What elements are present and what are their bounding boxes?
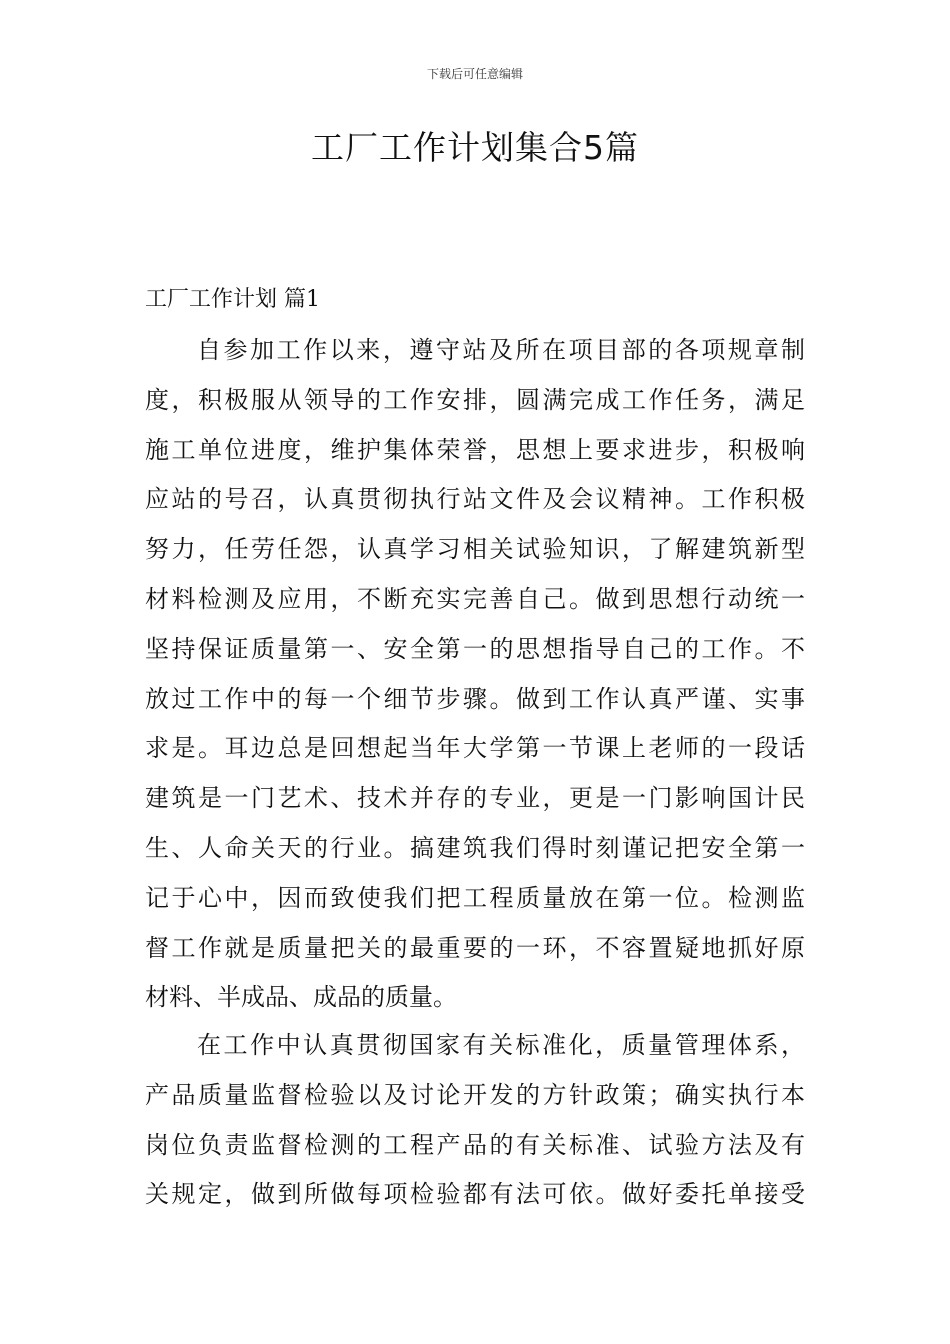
section-heading: 工厂工作计划 篇1 <box>145 287 320 312</box>
paragraph-line: 岗位负责监督检测的工程产品的有关标准、试验方法及有 <box>145 1130 805 1159</box>
paragraph-line: 材料检测及应用，不断充实完善自己。做到思想行动统一 <box>145 584 805 613</box>
paragraph-line: 材料、半成品、成品的质量。 <box>145 983 457 1012</box>
paragraph-line: 生、人命关天的行业。搞建筑我们得时刻谨记把安全第一 <box>145 833 805 862</box>
paragraph-line: 产品质量监督检验以及讨论开发的方针政策；确实执行本 <box>145 1080 805 1109</box>
paragraph-line: 应站的号召，认真贯彻执行站文件及会议精神。工作积极 <box>145 485 805 514</box>
paragraph-line: 督工作就是质量把关的最重要的一环，不容置疑地抓好原 <box>145 933 805 962</box>
paragraph-line: 关规定，做到所做每项检验都有法可依。做好委托单接受 <box>145 1180 805 1209</box>
paragraph-line: 建筑是一门艺术、技术并存的专业，更是一门影响国计民 <box>145 784 805 813</box>
paragraph-line: 努力，任劳任怨，认真学习相关试验知识，了解建筑新型 <box>145 535 805 564</box>
paragraph-line: 坚持保证质量第一、安全第一的思想指导自己的工作。不 <box>145 634 805 663</box>
paragraph-line: 在工作中认真贯彻国家有关标准化，质量管理体系， <box>197 1031 805 1059</box>
paragraph-line: 施工单位进度，维护集体荣誉，思想上要求进步，积极响 <box>145 435 805 464</box>
paragraph-2 <box>145 1021 805 1220</box>
paragraph-1 <box>145 326 805 1023</box>
header-note: 下载后可任意编辑 <box>426 67 523 81</box>
paragraph-line: 求是。耳边总是回想起当年大学第一节课上老师的一段话 <box>145 734 805 763</box>
paragraph-line: 记于心中，因而致使我们把工程质量放在第一位。检测监 <box>145 883 805 912</box>
paragraph-line: 放过工作中的每一个细节步骤。做到工作认真严谨、实事 <box>145 684 805 713</box>
paragraph-line: 自参加工作以来，遵守站及所在项目部的各项规章制 <box>197 336 805 364</box>
document-title: 工厂工作计划集合5篇 <box>311 128 639 167</box>
paragraph-line: 度，积极服从领导的工作安排，圆满完成工作任务，满足 <box>145 385 805 414</box>
